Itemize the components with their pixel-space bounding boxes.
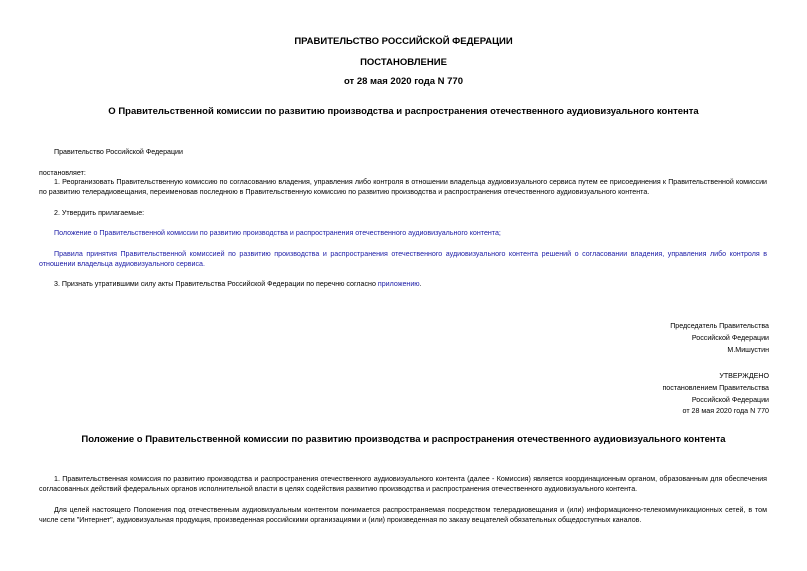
item-3-text: 3. Признать утратившими силу акты Правительства Российской Федерации по перечню согласно (54, 280, 378, 288)
government-header: ПРАВИТЕЛЬСТВО РОССИЙСКОЙ ФЕДЕРАЦИИ (294, 36, 513, 47)
item-3 (54, 280, 422, 290)
approved-country: Российской Федерации (691, 395, 769, 404)
document-type: ПОСТАНОВЛЕНИЕ (360, 57, 447, 68)
signature-name: М.Мишустин (727, 345, 769, 354)
regulation-paragraph-2: Для целей настоящего Положения под отечественным аудиовизуальным контентом понимается распространяемая посредством телерадиовещания и (или) информационно-телекоммуникационных сетей, в том числе сети "Интернет", аудиовизуальная продукция, произведенная российскими организациями и (или) произведенная по заказу вещателей обязательных общедоступных каналов. (39, 506, 767, 524)
appendix-link[interactable]: приложению (377, 280, 420, 288)
link-regulation[interactable]: Положение о Правительственной комиссии по развитию производства и распространения отечественного аудиовизуального контента; (54, 229, 501, 237)
document-date: от 28 мая 2020 года N 770 (343, 76, 464, 87)
item-2: 2. Утвердить прилагаемые: (54, 209, 145, 217)
approved-date: от 28 мая 2020 года N 770 (682, 407, 769, 416)
signature-block (670, 321, 769, 356)
document-title: О Правительственной комиссии по развитию производства и распространения отечественного аудиовизуального контента (108, 106, 699, 117)
link-rules[interactable]: Правила принятия Правительственной комиссией по развитию производства и распространения отечественного аудиовизуального контента решений о согласовании владения, управления либо контроля в отношении владельца аудиовизуального сервиса. (39, 250, 767, 268)
approval-stamp (662, 371, 769, 418)
preamble: Правительство Российской Федерации (54, 148, 183, 156)
item-1: 1. Реорганизовать Правительственную комиссию по согласованию владения, управления либо контроля в отношении владельца аудиовизуального сервиса путем ее присоединения к Правительственной комиссии по развитию телерадиовещания, переименовав последнюю в Правительственную комиссию по развитию производства и распространения отечественного аудиовизуального контента. (39, 178, 767, 196)
signature-country: Российской Федерации (691, 333, 769, 342)
signature-position: Председатель Правительства (670, 322, 769, 330)
item-3-suffix: . (419, 280, 422, 288)
regulation-title: Положение о Правительственной комиссии по развитию производства и распространения отечественного аудиовизуального контента (81, 434, 726, 445)
resolves-label: постановляет: (39, 169, 86, 177)
regulation-paragraph-1: 1. Правительственная комиссия по развитию производства и распространения отечественного аудиовизуального контента (далее - Комиссия) является координационным органом, образованным для обеспечения согласованных действий федеральных органов исполнительной власти в целях содействия развитию производства и распространения отечественного аудиовизуального контента. (39, 475, 767, 493)
approved-label: УТВЕРЖДЕНО (719, 372, 769, 380)
approved-by: постановлением Правительства (662, 383, 769, 392)
